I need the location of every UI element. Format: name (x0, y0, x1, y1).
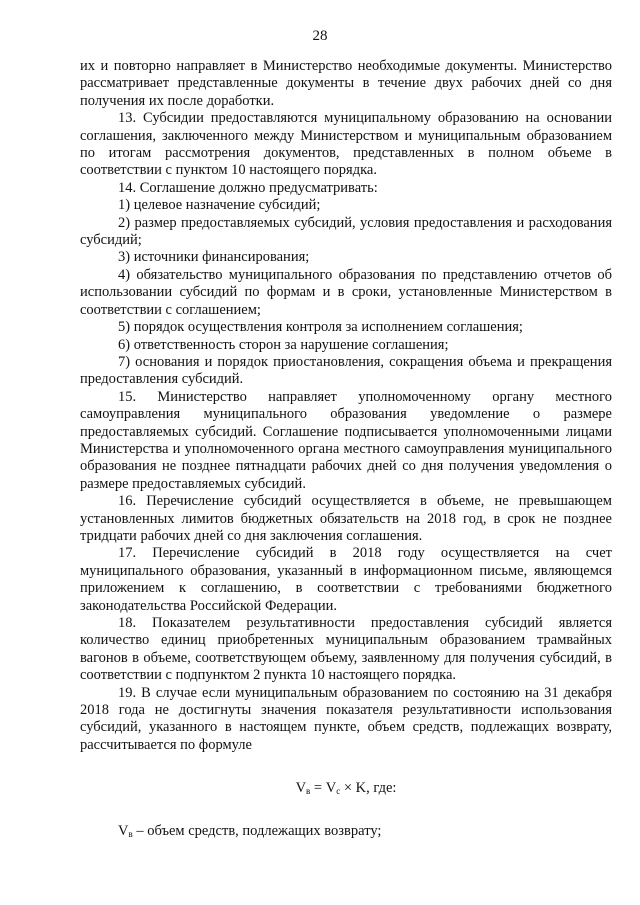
paragraph-16: 16. Перечисление субсидий осуществляется в объеме, не превышающем установленных лимитов бюджетных обязательств на 2018 год, в срок не позднее тридцати рабочих дней со дня заключения соглашения. (80, 493, 612, 544)
formula-v: V (325, 780, 337, 797)
definition-symbol: V (118, 822, 129, 839)
paragraph-continuation: их и повторно направляет в Министерство необходимые документы. Министерство рассматривает представленные документы в течение двух рабочих дней со дня получения их после доработки. (80, 58, 612, 109)
list-item-4: 4) обязательство муниципального образования по представлению отчетов об использовании субсидий по формам и в сроки, установленные Министерством в соответствии с соглашением; (80, 266, 612, 318)
formula-lhs: V (295, 780, 307, 797)
list-item-3: 3) источники финансирования; (118, 249, 310, 266)
paragraph-17: 17. Перечисление субсидий в 2018 году осуществляется на счет муниципального образования, указанный в информационном письме, являющемся приложением к соглашению, в соответствии с требованиями бюджетного законодательства Российской Федерации. (80, 545, 612, 614)
paragraph-19: 19. В случае если муниципальным образованием по состоянию на 31 декабря 2018 года не достигнуты значения показателя результативности использования субсидий, указанного в настоящем пункте, объем средств, подлежащих возврату, рассчитывается по формуле (80, 684, 612, 753)
paragraph-13: 13. Субсидии предоставляются муниципальному образованию на основании соглашения, заключенного между Министерством и муниципальным образованием по итогам рассмотрения документов, представленных в полном объеме в соответствии с пунктом 10 настоящего порядка. (80, 110, 612, 179)
definition-symbol-subscript: в (128, 828, 133, 839)
page-number: 28 (312, 28, 328, 44)
definition-text: – объем средств, подлежащих возврату; (132, 822, 382, 839)
formula-definition (80, 823, 612, 843)
formula-rest: × K, где: (340, 780, 397, 797)
list-item-5: 5) порядок осуществления контроля за исполнением соглашения; (118, 319, 523, 336)
formula (80, 780, 612, 800)
paragraph-14: 14. Соглашение должно предусматривать: (118, 179, 378, 196)
list-item-6: 6) ответственность сторон за нарушение соглашения; (118, 336, 449, 353)
document-body (80, 58, 612, 843)
list-item-1: 1) целевое назначение субсидий; (118, 197, 321, 214)
formula-equals: = (310, 780, 326, 797)
list-item-7: 7) основания и порядок приостановления, сокращения объема и прекращения предоставления субсидий. (80, 353, 612, 388)
paragraph-18: 18. Показателем результативности предоставления субсидий является количество единиц приобретенных муниципальным образованием трамвайных вагонов в объеме, соответствующем объему, заявленному для получения субсидий, в соответствии с подпунктом 2 пункта 10 настоящего порядка. (80, 615, 612, 684)
list-item-2: 2) размер предоставляемых субсидий, условия предоставления и расходования субсидий; (80, 214, 612, 249)
paragraph-15: 15. Министерство направляет уполномоченному органу местного самоуправления муниципального образования уведомление о размере предоставляемых субсидий. Соглашение подписывается уполномоченными лицами Министерства и уполномоченного органа местного самоуправления муниципального образования не позднее пятнадцати рабочих дней со дня получения уведомления о размере предоставляемых субсидий. (80, 388, 612, 492)
formula-v-subscript: c (336, 786, 341, 797)
formula-lhs-subscript: в (306, 786, 311, 797)
